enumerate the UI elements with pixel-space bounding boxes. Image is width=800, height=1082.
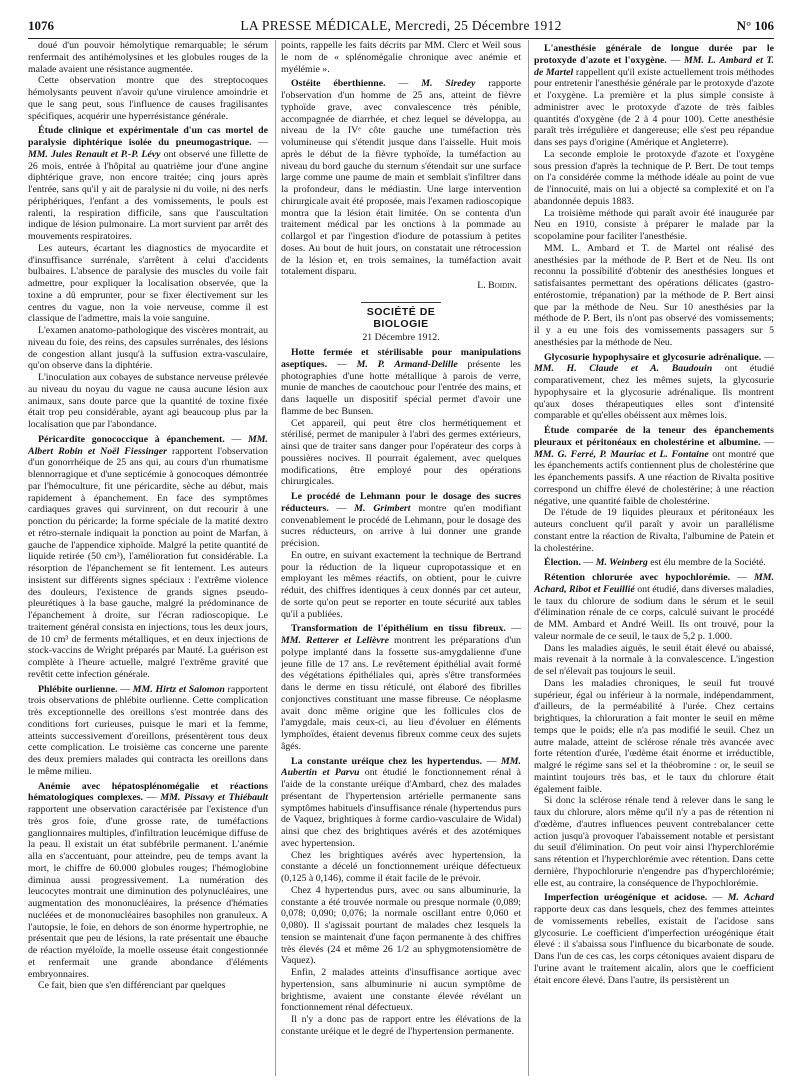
article-entry: Phlébite ourlienne. — MM. Hirtz et Salomon rapportent trois observations de phlébite ourlienne. Cette complication très exceptionnelle des oreillons s'est montrée dans des conditions fort curieuses, puisque le mari et la femme, atteints successivement d'oreillons, présentèrent tous deux cette complication. Le troisième cas concerne une parente des deux premiers malades qui contracta les oreillons dans le même milieu. [28,683,268,777]
paragraph-text: En outre, en suivant exactement la technique de Bertrand pour la réduction de la liqueur cupropotassique et en employant les mêmes réactifs, on obtient, pour le cuivre réduit, des chiffres identiques à ceux donnés par cet auteur, de sorte qu'on peut se reporter en toute sécurité aux tables qu'il a publiées. [281,549,521,620]
paragraph-text: montrent les préparations d'un polype implanté dans la fossette sus-amygdalienne d'une jeune fille de 17 ans. Le revêtement épithélial avait formé des végétations épithéliales qui, après s'être transformées dans le derme en tissu réticulé, ont élaboré des fibrilles conjonctives constituant une masse fibreuse. Ce néoplasme avait donc même origine que les follicules clos de l'amygdale, mais ceux-ci, au lieu d'évoluer en éléments lymphoïdes, étaient devenus fibreux comme ceux des sujets âgés. [281,635,521,752]
paragraph-text: rapportent l'observation d'un gonorrhéique de 25 ans qui, au cours d'un rhumatisme blennorragique et d'une septicémie à gonocoques démontrée par l'hémoculture, fit une péricardite, sèche au début, mais rapidement à épanchement. En face des symptômes cardiaques graves qui survinrent, on dut recourir à une ponction du péricarde; la forme spéciale de la matité dextro et rétro-sternale indiquait la ponction au point de Marfan, à gauche de l'appendice xiphoïde. Malgré la petite quantité de liquide retirée (50 cm³), l'amélioration fut considérable. La résorption de l'épanchement se fit lentement. Les auteurs insistent sur différents signes spéciaux : l'extrême violence des douleurs, l'existence de grands signes pseudo-pleurétiques à la base gauche, malgré la prédominance de l'épanchement à droite, sur l'écran radioscopique. Le traitement général consista en injections, tous les deux jours, de 10 cm³ de ferments métalliques, et en deux injections de stock-vaccins de Wright préparés par Mauté. La guérison est complète à l'heure actuelle, malgré l'extrême gravité que revêtit cette infection générale. [28,445,268,680]
article-entry: Anémie avec hépatosplénomégalie et réactions hématologiques complexes. — MM. Pissavy et Thiébault rapportent une observation caractérisée par l'existence d'un très gros foie, d'une grosse rate, de tuméfactions ganglionnaires multiples, d'infiltration leucémique diffuse de la peau. Il existait un état subfébrile permanent. L'anémie alla en s'accentuant, pour atteindre, peu de temps avant la mort, le chiffre de 60.000 globules rouges; l'hémoglobine diminua aussi progressivement. La numération des leucocytes montrait une diminution des polynucléaires, une augmentation des mononucléaires, la présence d'hématies nucléées et de mononucléaires basophiles non granuleux. A l'autopsie, le foie, en dehors de son énorme hypertrophie, ne présentait que peu de lésions, la rate présentait une ébauche de réaction myéloïde, la moelle osseuse était congestionnée et renfermait une grande abondance d'éléments embryonnaires. [28,780,268,980]
issue-number: N° 106 [736,18,774,33]
paragraph-text: L'inoculation aux cobayes de substance nerveuse prélevée au niveau du noyau du vague ne causa aucune lésion aux animaux, sans doute parce que la quantité de toxine fixée était trop peu considérable, ayant agi beaucoup plus par la localisation que par l'abondance. [28,372,268,430]
paragraph [534,149,774,208]
column-right [534,40,774,1076]
article-entry: Péricardite gonococcique à épanchement. — MM. Albert Robin et Noël Fiessinger rapportent l'observation d'un gonorrhéique de 25 ans qui, au cours d'un rhumatisme blennorragique et d'une septicémie à gonocoques démontrée par l'hémoculture, fit une péricardite, sèche au début, mais rapidement à épanchement. En face des symptômes cardiaques graves qui survinrent, on dut recourir à une ponction du péricarde; la forme spéciale de la matité dextro et rétro-sternale indiquait la ponction au point de Marfan, à gauche de l'appendice xiphoïde. Malgré la petite quantité de liquide retirée (50 cm³), l'amélioration fut considérable. La résorption de l'épanchement se fit lentement. Les auteurs insistent sur différents signes spéciaux : l'extrême violence des douleurs, l'existence de grands signes pseudo-pleurétiques à la base gauche, malgré la prédominance de l'épanchement à droite, sur l'écran radioscopique. Le traitement général consista en injections, tous les deux jours, de 10 cm³ de ferments métalliques, et en deux injections de stock-vaccins de Wright préparés par Mauté. La guérison est complète à l'heure actuelle, malgré l'extrême gravité que revêtit cette infection générale. [28,433,268,680]
paragraph-text: Cet appareil, qui peut être clos hermétiquement et stérilisé, permet de manipuler à l'abri des germes extérieurs, ainsi que de traiter sans danger pour l'opérateur des corps à poussières nocives. Il pourrait également, avec quelques modifications, être employé pour des opérations chirurgicales. [281,417,521,488]
paragraph-text: ont observé une fillette de 26 mois, entrée à l'hôpital au quatrième jour d'une angine diphtérique grave, non encore traitée; cinq jours après l'entrée, sans qu'il y ait de paralysie ni du voile, ni des nerfs périphériques, l'enfant a des vomissements, le pouls est ralenti, la respiration difficile, sans que l'auscultation indique de lésion pulmonaire. La mort survient par arrêt des mouvements respiratoires. [28,148,268,242]
article-entry: Transformation de l'épithélium en tissu fibreux. — MM. Retterer et Lelièvre montrent les préparations d'un polype implanté dans la fossette sus-amygdalienne d'une jeune fille de 17 ans. Le revêtement épithélial avait formé des végétations épithéliales qui, après s'être transformées dans le derme en tissu réticulé, ont élaboré des fibrilles conjonctives constituant une masse fibreuse. Ce néoplasme avait donc même origine que les follicules clos de l'amygdale, mais ceux-ci, au lieu d'évoluer en éléments lymphoïdes, étaient devenus fibreux comme ceux des sujets âgés. [281,623,521,752]
signature: L. Boidin. [477,280,517,291]
paragraph-text: Chez les brightiques avérés avec hypertension, la constante a décelé un fonctionnement uréique défectueux (0,125 à 0,146), comme il était facile de le prévoir. [281,849,521,884]
page-header [28,18,774,38]
article-heading: Étude clinique et expérimentale d'un cas mortel de paralysie diphtérique isolée du pneumogastrique. [28,125,268,148]
paragraph-text: ont étudié comparativement, chez les mêmes sujets, la glycosurie hypophysaire et la glycosurie adrénalique. Ils montrent qu'aux doses thérapeutiques elles sont d'intensité comparable et qu'elles obéissent aux mêmes lois. [534,363,774,422]
journal-title: LA PRESSE MÉDICALE, Mercredi, 25 Décembre 1912 [240,18,562,33]
column-middle [281,40,521,1076]
article-entry: Imperfection uréogénique et acidose. — M. Achard rapporte deux cas dans lesquels, chez des femmes atteintes de vomissements rebelles, existait de l'acidose sans glycosurie. Le coefficient d'imperfection uréogénique était élevé : il s'abaissa sous l'influence du bicarbonate de soude. Dans l'un de ces cas, les corps cétoniques avaient disparu de l'urine avant le traitement alcalin, alors que le coefficient était encore élevé. Dans l'autre, ils persistèrent un [534,892,774,986]
article-authors: M. Weinberg [595,557,648,569]
paragraph-text: points, rappelle les faits décrits par MM. Clerc et Weil sous le nom de « splénomégalie chronique avec anémie et myélémie ». [281,40,521,75]
article-authors: M. Siredey [421,78,476,90]
article-authors: MM. Retterer et Lelièvre [281,635,389,646]
article-entry: Étude clinique et expérimentale d'un cas mortel de paralysie diphtérique isolée du pneumogastrique. — MM. Jules Renault et P.-P. Lévy ont observé une fillette de 26 mois, entrée à l'hôpital au quatrième jour d'une angine diphtérique grave, non encore traitée; cinq jours après l'entrée, sans qu'il y ait de paralysie ni du voile, ni des nerfs périphériques, l'enfant a des vomissements, le pouls est ralenti, la respiration difficile, sans que l'auscultation indique de lésion pulmonaire. La mort survient par arrêt des mouvements respiratoires. [28,125,268,242]
article-heading: La constante uréique chez les hypertendus. [291,755,483,767]
column-separator [275,40,276,1076]
article-authors: MM. H. Claude et A. Baudouin [534,363,713,375]
header-rule [28,38,774,39]
paragraph-text: ont étudié le fonctionnement rénal à l'aide de la constante uréique d'Ambard, chez des malades présentant de l'hypertension artérielle permanente sans symptômes habituels d'insuffisance rénale (hypertendus purs de Vaquez, brightiques à forme cardio-vasculaire de Widal) ainsi que chez des brightiques avérés et des azotémiques avec hypertension. [281,767,521,849]
paragraph [28,372,268,431]
page-number: 1076 [28,18,54,33]
paragraph-text: Ce fait, bien que s'en différenciant par quelques [38,980,226,992]
paragraph [534,795,774,889]
article-entry: Ostéite éberthienne. — M. Siredey rapporte l'observation d'un homme de 25 ans, atteint de fièvre typhoïde grave, avec convalescence très pénible, accompagnée de diarrhée, et chez lequel se développa, au niveau de la IVᵉ côte gauche une tuméfaction très volumineuse qui s'étendit jusque dans l'aisselle. Huit mois après le début de la fièvre typhoïde, la tuméfaction au niveau du bord gauche du sternum s'étendait sur une surface large comme une paume de main et semblait s'infiltrer dans la profondeur, dans le médiastin. Une large intervention chirurgicale avait été proposée, mais l'examen radioscopique montra que la lésion était limitée. On se contenta d'un traitement médical par les onctions à la pommade au collargol et par l'ingestion d'iodure de potassium à petites doses. Au bout de huit jours, on constatait une rétrocession de la lésion et, en trois semaines, la tuméfaction avait totalement disparu. [281,78,521,278]
paragraph-text: La troisième méthode qui paraît avoir été inaugurée par Neu en 1910, consiste à préparer le malade par la scopolamine pour faciliter l'anesthésie. [534,207,774,242]
paragraph [534,507,774,554]
column-middle-top [281,40,521,278]
paragraph-text: Chez 4 hypertendus purs, avec ou sans albuminurie, la constante a été trouvée normale ou presque normale (0,089; 0,078; 0,090; 0,076; la normale oscillant entre 0,060 et 0,080). Il s'agissait pourtant de malades chez lesquels la tension se maintenait d'une façon permanente à des chiffres très élevés (24 et même 26 1/2 au sphygmotensiomètre de Vaquez). [281,884,521,967]
article-authors: MM. Achard, Ribot et Feuillié [534,572,774,595]
paragraph [534,243,774,349]
paragraph [28,75,268,122]
article-authors: MM. Jules Renault et P.-P. Lévy [28,148,161,160]
paragraph-text: rappellent qu'il existe actuellement trois méthodes pour entretenir l'anesthésie générale par le protoxyde d'azote et l'oxygène. La première et la plus simple consiste à administrer avec le protoxyde d'azote de très faibles quantités d'oxygène (de 2 à 4 pour 100). Cette anesthésie paraît très irrégulière et dangereuse; elle s'est peu répandue dans ses pays d'origine (Amérique et Angleterre). [534,66,774,148]
article-heading: Hotte fermée et stérilisable pour manipulations aseptiques. [281,347,521,370]
paragraph [534,208,774,243]
paragraph [534,678,774,796]
paragraph [281,967,521,1014]
article-authors: M. Achard [727,892,774,904]
paragraph [281,1014,521,1038]
article-authors: MM. L. Ambard et T. de Martel [534,54,774,78]
column-separator [528,40,529,1076]
paragraph [534,643,774,678]
section-title: SOCIÉTÉ DE BIOLOGIE [361,302,441,331]
paragraph [28,980,268,992]
paragraph [281,40,521,75]
paragraph-text: MM. L. Ambard et T. de Martel ont réalisé des anesthésies par la méthode de P. Bert et de Neu. Ils ont reconnu la possibilité d'obtenir des anesthésies longues et satisfaisantes permettant des opérations délicates (gastro-entérostomie, trépanation) par la méthode de P. Bert ainsi que par la méthode de Neu. Sur 10 anesthésies par la méthode de P. Bert, ils n'ont pas observé des vomissements; il y a eu une fois des vomissements passagers sur 5 anesthésies par la méthode de Neu. [534,242,774,348]
article-entry: Le procédé de Lehmann pour le dosage des sucres réducteurs. — M. Grimbert montre qu'en modifiant convenablement le procédé de Lehmann, pour le dosage des sucres réducteurs, on arrive à lui donner une grande précision. [281,491,521,549]
paragraph-text: doué d'un pouvoir hémolytique remarquable; le sérum renfermait des antihémolysines et les globules rouges de la malade avaient une résistance augmentée. [28,40,268,75]
article-entry: Élection. — M. Weinberg est élu membre de la Société. [544,557,766,569]
article-heading: Glycosurie hypophysaire et glycosurie adrénalique. [544,351,762,363]
article-heading: Ostéite éberthienne. [291,78,386,90]
paragraph-text: rapportent une observation caractérisée par l'existence d'un très gros foie, d'une grosse rate, de tuméfactions ganglionnaires multiples, d'infiltration leucémique diffuse de la peau. Il existait un état subfébrile permanent. L'anémie alla en s'accentuant, pour atteindre, peu de temps avant la mort, le chiffre de 60.000 globules rouges; l'hémoglobine diminua aussi progressivement. La numération des leucocytes montrait une diminution des polynucléaires, une augmentation des mononucléaires, la présence d'hématies nucléées et de mononucléaires basophiles non granuleux. A l'autopsie, le foie, en dehors de son énorme hypertrophie, ne présentait que peu de lésions, la rate présentait une ébauche de réaction myéloïde, la moelle osseuse était congestionnée et renfermait une grande abondance d'éléments embryonnaires. [28,804,268,980]
article-entry: Rétention chlorurée avec hypochlorémie. — MM. Achard, Ribot et Feuillié ont étudié, dans diverses maladies, le taux du chlorure de sodium dans le sérum et le seuil d'élimination rénale de ce corps, calculé suivant le procédé de MM. Ambard et André Weill. Ils ont trouvé, pour la valeur normale de ce seuil, le taux de 5,2 p. 1.000. [534,572,774,642]
article-heading: Le procédé de Lehmann pour le dosage des sucres réducteurs. [281,491,521,514]
article-authors: MM. Pissavy et Thiébault [160,792,268,804]
article-heading: L'anesthésie générale de longue durée par le protoxyde d'azote et l'oxygène. [534,43,774,66]
article-heading: Rétention chlorurée avec hypochlorémie. [544,572,731,583]
paragraph-text: Enfin, 2 malades atteints d'insuffisance aortique avec hypertension, sans albuminurie ni aucun symptôme de brightisme, avaient une constante élevée révélant un fonctionnement rénal défectueux. [281,967,521,1014]
article-authors: M. P. Armand-Delille [356,358,458,370]
article-authors: MM. Hirtz et Salomon [132,683,225,695]
paragraph-text: La seconde emploie le protoxyde d'azote et l'oxygène sous pression d'après la technique de P. Bert. De tout temps on l'a considérée comme la méthode idéale au point de vue de l'innocuité, mais on lui a objecté sa complexité et on l'a abandonnée depuis 1883. [534,148,774,207]
paragraph-text: L'examen anatomo-pathologique des viscères montrait, au niveau du foie, des reins, des capsules surrénales, des lésions de congestion allant jusqu'à la suffusion extra-vasculaire, qu'on observe dans la diphtérie. [28,325,268,372]
paragraph-text: ont montré que les épanchements actifs contiennent plus de cholestérine que les épanchements passifs. A une réaction de Rivalta positive correspond un chiffre élevé de cholestérine; à une réaction négative, une quantité faible de cholestérine. [534,448,774,507]
paragraph-text: rapporte deux cas dans lesquels, chez des femmes atteintes de vomissements rebelles, existait de l'acidose sans glycosurie. Le coefficient d'imperfection uréogénique était élevé : il s'abaissa sous l'influence du bicarbonate de soude. Dans l'un de ces cas, les corps cétoniques avaient disparu de l'urine avant le traitement alcalin, alors que le coefficient était encore élevé. Dans l'autre, ils persistèrent un [534,904,774,986]
article-entry: Glycosurie hypophysaire et glycosurie adrénalique. — MM. H. Claude et A. Baudouin ont étudié comparativement, chez les mêmes sujets, la glycosurie hypophysaire et la glycosurie adrénalique. Ils montrent qu'aux doses thérapeutiques elles sont d'intensité comparable et qu'elles obéissent aux mêmes lois. [534,351,774,422]
paragraph-text: rapporte l'observation d'un homme de 25 ans, atteint de fièvre typhoïde grave, avec convalescence très pénible, accompagnée de diarrhée, et chez lequel se développa, au niveau de la IVᵉ côte gauche une tuméfaction très volumineuse qui s'étendit jusque dans l'aisselle. Huit mois après le début de la fièvre typhoïde, la tuméfaction au niveau du bord gauche du sternum s'étendait sur une surface large comme une paume de main et semblait s'infiltrer dans la profondeur, dans le médiastin. Une large intervention chirurgicale avait été proposée, mais l'examen radioscopique montra que la lésion était limitée. On se contenta d'un traitement médical par les onctions à la pommade au collargol et par l'ingestion d'iodure de potassium à petites doses. Au bout de huit jours, on constatait une rétrocession de la lésion et, en trois semaines, la tuméfaction avait totalement disparu. [281,78,521,278]
paragraph [281,550,521,621]
article-heading: Étude comparée de la teneur des épanchements pleuraux et péritonéaux en cholestérine et albumine. [534,425,774,448]
column-left [28,40,268,1076]
paragraph [28,243,268,325]
paragraph-text: Dans les maladies aiguës, le seuil était élevé ou abaissé, mais revenait à la normale à la convalescence. L'ingestion de sel n'élevait pas toujours le seuil. [534,642,774,677]
paragraph-text: Les auteurs, écartant les diagnostics de myocardite et d'insuffisance surrénale, s'arrêtent à celui d'accidents bulbaires. L'absence de paralysie des muscles du voile fait admettre, pour expliquer la localisation observée, que la toxine a dû emprunter, pour se fixer électivement sur les centres du vague, non la voie nerveuse, comme il est classique de l'admettre, mais la voie sanguine. [28,242,268,325]
paragraph [28,325,268,372]
article-heading: Transformation de l'épithélium en tissu fibreux. [291,623,506,635]
article-heading: Phlébite ourlienne. [38,683,118,695]
paragraph-text: rapportent trois observations de phlébite ourlienne. Cette complication très exceptionnelle des oreillons s'est montrée dans des conditions fort curieuses, puisque le mari et la femme, atteints successivement d'oreillons, présentèrent tous deux cette complication. Le troisième cas concerne une parente des deux premiers malades qui contracta les oreillons dans le même milieu. [28,683,268,777]
paragraph [281,885,521,967]
article-entry: Étude comparée de la teneur des épanchements pleuraux et péritonéaux en cholestérine et albumine. — MM. G. Ferré, P. Mauriac et L. Fontaine ont montré que les épanchements actifs contiennent plus de cholestérine que les épanchements passifs. A une réaction de Rivalta positive correspond un chiffre élevé de cholestérine; à une réaction négative, une quantité faible de cholestérine. [534,425,774,507]
paragraph-text: est élu membre de la Société. [650,557,766,569]
article-heading: Imperfection uréogénique et acidose. [544,892,708,904]
paragraph-text: ont étudié, dans diverses maladies, le taux du chlorure de sodium dans le sérum et le seuil d'élimination rénale de ce corps, calculé suivant le procédé de MM. Ambard et André Weill. Ils ont trouvé, pour la valeur normale de ce seuil, le taux de 5,2 p. 1.000. [534,583,774,642]
paragraph-text: De l'étude de 19 liquides pleuraux et péritonéaux les auteurs concluent qu'il paraît y avoir un parallélisme constant entre la réaction de Rivalta, l'albumine de Patein et la cholestérine. [534,507,774,554]
article-heading: Anémie avec hépatosplénomégalie et réactions hématologiques complexes. [28,780,268,804]
paragraph-text: présente les photographies d'une hotte métallique à parois de verre, munie de manches de caoutchouc pour l'entrée des mains, et dans laquelle un dispositif spécial permet d'avoir une flamme de bec Bunsen. [281,358,521,417]
article-heading: Élection. [544,557,581,569]
article-authors: MM. Albert Robin et Noël Fiessinger [28,433,268,457]
paragraph-text: Cette observation montre que des streptocoques hémolysants peuvent n'avoir qu'une virulence amoindrie et que le sang peut, sous l'influence de causes fragilisantes spécifiques, acquérir une hyperrésistance générale. [28,75,268,122]
section-date: 21 Décembre 1912. [362,332,440,344]
paragraph-text: Il n'y a donc pas de rapport entre les élévations de la constante uréique et le degré de l'hypertension permanente. [281,1014,521,1037]
paragraph-text: montre qu'en modifiant convenablement le procédé de Lehmann, pour le dosage des sucres réducteurs, on arrive à lui donner une grande précision. [281,502,521,549]
article-authors: M. Grimbert [354,502,411,514]
article-entry: L'anesthésie générale de longue durée par le protoxyde d'azote et l'oxygène. — MM. L. Ambard et T. de Martel rappellent qu'il existe actuellement trois méthodes pour entretenir l'anesthésie générale par le protoxyde d'azote et l'oxygène. La première et la plus simple consiste à administrer avec le protoxyde d'azote de très faibles quantités d'oxygène (de 2 à 4 pour 100). Cette anesthésie paraît très irrégulière et dangereuse; elle s'est peu répandue dans ses pays d'origine (Amérique et Angleterre). [534,43,774,148]
article-authors: MM. Aubertin et Parvu [281,755,521,779]
paragraph [281,850,521,885]
article-authors: MM. G. Ferré, P. Mauriac et L. Fontaine [534,448,709,460]
paragraph [28,40,268,75]
article-heading: Péricardite gonococcique à épanchement. [38,433,225,445]
section-heading [281,302,521,331]
paragraph-text: Si donc la sclérose rénale tend à relever dans le sang le taux du chlorure, alors même qu'il n'y a pas de rétention ni d'œdème, d'autres influences peuvent contrebalancer cette action jusqu'à provoquer l'abaissement notable et persistant du seuil d'élimination. On peut voir ainsi l'hyperchlorémie sans rétention et l'hyperchlorémie avec rétention. Dans cette dernière, l'hypochlorurie n'engendre pas d'hyperchlorémie; elle est, au contraire, la conséquence de l'hypochlorémie. [534,795,774,889]
paragraph [281,418,521,489]
paragraph-text: Dans les maladies chroniques, le seuil fut trouvé supérieur, égal ou inférieur à la normale, indépendamment, d'ailleurs, de la perméabilité à l'urée. Chez certains brightiques, la chloruration a fait monter le seuil en même temps que le poids; elle n'a pas modifié le seuil. Chez un autre malade, atteint de sclérose rénale très avancée avec forte rétention d'urée, l'œdème était énorme et irréductible, malgré le régime sans sel et la théobromine : or, le seuil se maintint toujours très bas, et le taux du chlorure était également faible. [534,677,774,795]
column-middle-bottom [281,347,521,1038]
article-entry: La constante uréique chez les hypertendus. — MM. Aubertin et Parvu ont étudié le fonctionnement rénal à l'aide de la constante uréique d'Ambard, chez des malades présentant de l'hypertension artérielle permanente sans symptômes habituels d'insuffisance rénale (hypertendus purs de Vaquez, brightiques à forme cardio-vasculaire de Widal) ainsi que chez des brightiques avérés et des azotémiques avec hypertension. [281,755,521,849]
article-entry: Hotte fermée et stérilisable pour manipulations aseptiques. — M. P. Armand-Delille présente les photographies d'une hotte métallique à parois de verre, munie de manches de caoutchouc pour l'entrée des mains, et dans laquelle un dispositif spécial permet d'avoir une flamme de bec Bunsen. [281,347,521,417]
